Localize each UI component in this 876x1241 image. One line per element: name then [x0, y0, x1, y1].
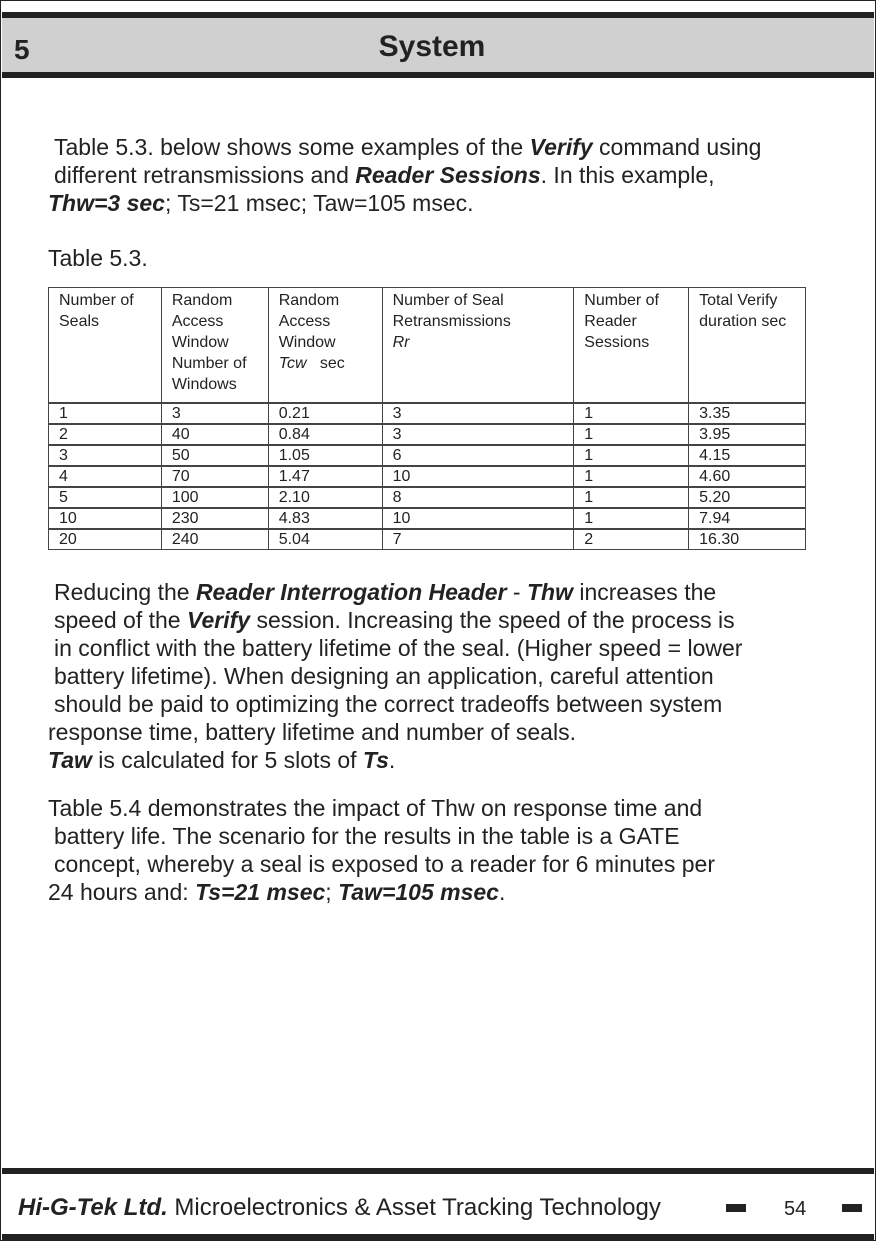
- table-cell: 0.84: [268, 424, 382, 445]
- table-row: [49, 445, 806, 466]
- chapter-header: [2, 12, 874, 78]
- intro-paragraph: [48, 133, 761, 217]
- header-total-duration: Total Verify duration sec: [689, 288, 806, 404]
- para3-line-4: 24 hours and: Ts=21 msec; Taw=105 msec.: [48, 879, 506, 905]
- table-cell: 1: [574, 487, 689, 508]
- table-row: [49, 529, 806, 550]
- para3-line-2: battery life. The scenario for the results in the table is a GATE: [54, 823, 680, 849]
- table-cell: 40: [161, 424, 268, 445]
- table-cell: 1: [574, 424, 689, 445]
- table-cell: 16.30: [689, 529, 806, 550]
- table-cell: 3: [382, 424, 574, 445]
- page-number: 54: [784, 1198, 807, 1220]
- table-cell: 4.15: [689, 445, 806, 466]
- table-cell: 7.94: [689, 508, 806, 529]
- table-cell: 10: [382, 508, 574, 529]
- chapter-title: System: [378, 30, 486, 63]
- table-cell: 230: [161, 508, 268, 529]
- para2-line-5: should be paid to optimizing the correct tradeoffs between system: [54, 691, 723, 717]
- table-cell: 5.04: [268, 529, 382, 550]
- table-cell: 6: [382, 445, 574, 466]
- table-cell: 4.83: [268, 508, 382, 529]
- para2-line-7: Taw is calculated for 5 slots of Ts.: [48, 747, 396, 773]
- table-cell: 10: [49, 508, 162, 529]
- verify-examples-table: [48, 287, 806, 550]
- table-cell: 1: [574, 445, 689, 466]
- table-cell: 4.60: [689, 466, 806, 487]
- intro-line-1: Table 5.3. below shows some examples of the Verify command using: [54, 134, 762, 160]
- table-header-row: [49, 288, 806, 404]
- footer-marker-right: [842, 1204, 862, 1212]
- table-cell: 2.10: [268, 487, 382, 508]
- table-5-4-intro-paragraph: [48, 794, 715, 906]
- para3-line-3: concept, whereby a seal is exposed to a reader for 6 minutes per: [54, 851, 715, 877]
- header-number-of-seals: Number of Seals: [49, 288, 162, 404]
- para2-line-6: response time, battery lifetime and number of seals.: [48, 719, 576, 745]
- table-cell: 70: [161, 466, 268, 487]
- table-row: [49, 424, 806, 445]
- table-cell: 1: [574, 466, 689, 487]
- company-tagline: Microelectronics & Asset Tracking Technology: [167, 1194, 661, 1221]
- para3-line-1: Table 5.4 demonstrates the impact of Thw on response time and: [48, 795, 703, 821]
- table-cell: 3.35: [689, 403, 806, 424]
- table-cell: 0.21: [268, 403, 382, 424]
- table-row: [49, 403, 806, 424]
- table-caption: Table 5.3.: [48, 245, 148, 271]
- table-cell: 3: [49, 445, 162, 466]
- table-cell: 100: [161, 487, 268, 508]
- para2-line-2: speed of the Verify session. Increasing the speed of the process is: [54, 607, 735, 633]
- table-cell: 3: [382, 403, 574, 424]
- para2-line-1: Reducing the Reader Interrogation Header - Thw increases the: [54, 579, 717, 605]
- table-cell: 1.05: [268, 445, 382, 466]
- header-window-count: Random Access Window Number of Windows: [161, 288, 268, 404]
- table-cell: 5.20: [689, 487, 806, 508]
- footer-text: [18, 1194, 661, 1222]
- chapter-number: 5: [14, 34, 30, 65]
- table-cell: 2: [49, 424, 162, 445]
- table-cell: 5: [49, 487, 162, 508]
- page-footer: [2, 1168, 874, 1240]
- header-reader-sessions: Number of Reader Sessions: [574, 288, 689, 404]
- company-name: Hi-G-Tek Ltd.: [18, 1194, 168, 1221]
- table-cell: 4: [49, 466, 162, 487]
- table-cell: 3: [161, 403, 268, 424]
- table-cell: 1.47: [268, 466, 382, 487]
- table-cell: 50: [161, 445, 268, 466]
- table-cell: 2: [574, 529, 689, 550]
- footer-marker-left: [726, 1204, 746, 1212]
- table-cell: 240: [161, 529, 268, 550]
- table-cell: 1: [574, 403, 689, 424]
- header-window-time: Random Access Window Tcw sec: [268, 288, 382, 404]
- table-cell: 10: [382, 466, 574, 487]
- table-row: [49, 508, 806, 529]
- intro-line-2: different retransmissions and Reader Sessions. In this example,: [54, 162, 715, 188]
- table-cell: 8: [382, 487, 574, 508]
- table-row: [49, 466, 806, 487]
- header-retransmissions: Number of Seal Retransmissions Rr: [382, 288, 574, 404]
- table-cell: 1: [574, 508, 689, 529]
- para2-line-4: battery lifetime). When designing an application, careful attention: [54, 663, 714, 689]
- para2-line-3: in conflict with the battery lifetime of the seal. (Higher speed = lower: [54, 635, 743, 661]
- table-cell: 3.95: [689, 424, 806, 445]
- interrogation-header-paragraph: [48, 578, 742, 774]
- intro-line-3: Thw=3 sec; Ts=21 msec; Taw=105 msec.: [48, 190, 474, 216]
- table-cell: 1: [49, 403, 162, 424]
- table-row: [49, 487, 806, 508]
- table-cell: 20: [49, 529, 162, 550]
- table-cell: 7: [382, 529, 574, 550]
